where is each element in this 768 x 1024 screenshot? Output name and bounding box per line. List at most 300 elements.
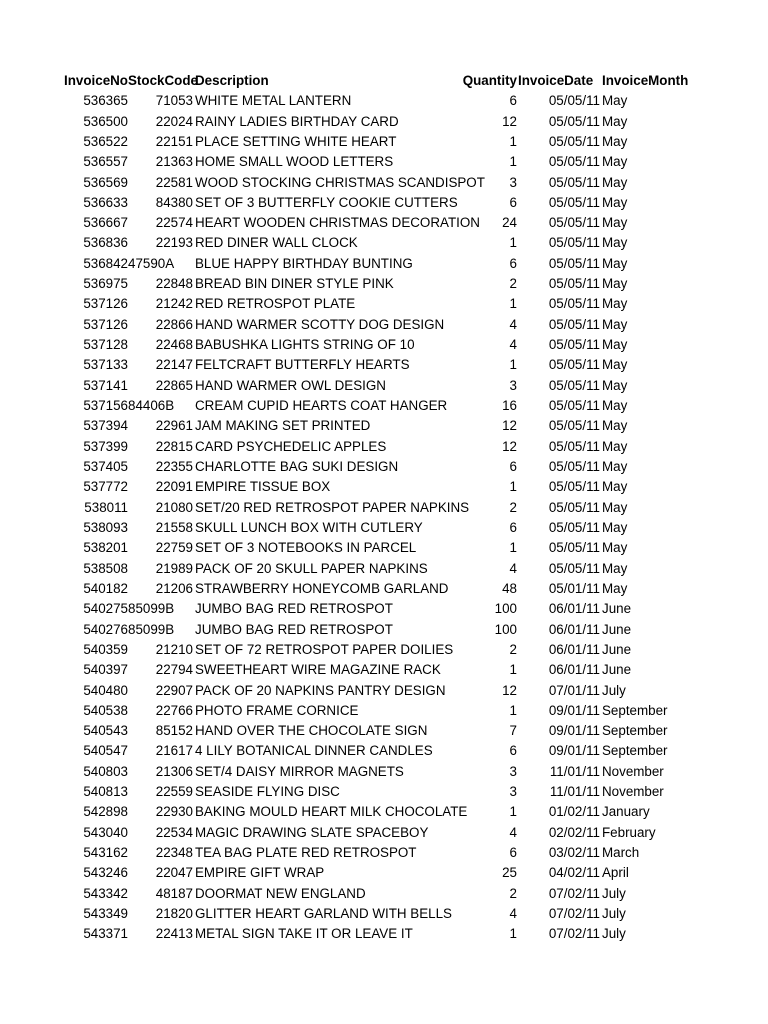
stock-code-cell[interactable]: 22766 bbox=[155, 702, 193, 718]
table-row bbox=[0, 335, 768, 355]
quantity-cell[interactable]: 100 bbox=[494, 621, 517, 637]
invoice-no-cell[interactable]: 537128 bbox=[83, 337, 128, 352]
quantity-cell[interactable]: 1 bbox=[509, 479, 517, 495]
quantity-cell[interactable]: 3 bbox=[509, 174, 517, 190]
description-cell[interactable]: CARD PSYCHEDELIC APPLES bbox=[195, 438, 387, 454]
invoice-month-cell[interactable]: May bbox=[602, 194, 628, 210]
description-cell[interactable]: PACK OF 20 SKULL PAPER NAPKINS bbox=[195, 560, 428, 576]
invoice-no-cell[interactable]: 540276 bbox=[83, 621, 128, 637]
invoice-no-cell[interactable]: 536569 bbox=[83, 174, 128, 190]
stock-code-cell[interactable]: 22865 bbox=[155, 377, 193, 393]
stock-code-cell[interactable]: 22848 bbox=[155, 276, 193, 292]
invoice-month-cell[interactable]: May bbox=[602, 316, 628, 332]
invoice-date-cell[interactable]: 09/01/11 bbox=[548, 702, 600, 718]
table-row bbox=[0, 376, 768, 396]
invoice-month-cell[interactable]: November bbox=[602, 784, 664, 800]
description-cell[interactable]: WOOD STOCKING CHRISTMAS SCANDISPOT bbox=[195, 174, 485, 190]
invoice-date-cell[interactable]: 09/01/11 bbox=[548, 723, 600, 739]
invoice-no-cell[interactable]: 543162 bbox=[83, 845, 128, 860]
stock-code-cell[interactable]: 47590A bbox=[128, 255, 175, 271]
quantity-cell[interactable]: 3 bbox=[509, 784, 517, 800]
description-cell[interactable]: BABUSHKA LIGHTS STRING OF 10 bbox=[195, 337, 415, 352]
description-cell[interactable]: HAND WARMER OWL DESIGN bbox=[195, 377, 386, 393]
quantity-cell[interactable]: 12 bbox=[502, 682, 517, 698]
description-cell[interactable]: RAINY LADIES BIRTHDAY CARD bbox=[195, 113, 399, 129]
quantity-cell[interactable]: 48 bbox=[502, 580, 517, 596]
invoice-no-cell[interactable]: 543246 bbox=[83, 865, 128, 881]
invoice-no-cell[interactable]: 537126 bbox=[83, 296, 128, 312]
table-row bbox=[0, 254, 768, 274]
invoice-month-cell[interactable]: May bbox=[602, 377, 628, 393]
description-cell[interactable]: SET OF 72 RETROSPOT PAPER DOILIES bbox=[195, 641, 454, 657]
table-row bbox=[0, 884, 768, 904]
description-cell[interactable]: SEASIDE FLYING DISC bbox=[195, 784, 340, 800]
stock-code-cell[interactable]: 21820 bbox=[155, 906, 193, 921]
table-row bbox=[0, 802, 768, 822]
invoice-date-cell[interactable]: 05/05/11 bbox=[548, 438, 600, 454]
description-cell[interactable]: JUMBO BAG RED RETROSPOT bbox=[195, 601, 393, 617]
invoice-no-cell[interactable]: 538011 bbox=[84, 499, 128, 515]
stock-code-cell[interactable]: 22759 bbox=[155, 540, 193, 556]
invoice-date-cell[interactable]: 11/01/11 bbox=[549, 784, 600, 800]
description-cell[interactable]: HOME SMALL WOOD LETTERS bbox=[195, 154, 394, 170]
quantity-cell[interactable]: 25 bbox=[502, 865, 517, 881]
description-cell[interactable]: SET/4 DAISY MIRROR MAGNETS bbox=[195, 763, 404, 779]
stock-code-cell[interactable]: 22534 bbox=[155, 824, 193, 840]
quantity-cell[interactable]: 2 bbox=[509, 276, 517, 292]
description-cell[interactable]: CHARLOTTE BAG SUKI DESIGN bbox=[195, 459, 399, 474]
header-invoice-month[interactable]: InvoiceMonth bbox=[602, 73, 689, 88]
description-cell[interactable]: BREAD BIN DINER STYLE PINK bbox=[195, 276, 394, 292]
table-row bbox=[0, 518, 768, 538]
quantity-cell[interactable]: 4 bbox=[509, 906, 517, 921]
invoice-no-cell[interactable]: 540275 bbox=[83, 601, 128, 617]
quantity-cell[interactable]: 2 bbox=[509, 885, 517, 901]
invoice-no-cell[interactable]: 540547 bbox=[83, 743, 128, 759]
invoice-date-cell[interactable]: 02/02/11 bbox=[548, 824, 600, 840]
description-cell[interactable]: WHITE METAL LANTERN bbox=[195, 93, 352, 109]
invoice-date-cell[interactable]: 05/05/11 bbox=[548, 235, 600, 251]
quantity-cell[interactable]: 2 bbox=[509, 641, 517, 657]
invoice-date-cell[interactable]: 05/05/11 bbox=[548, 316, 600, 332]
invoice-date-cell[interactable]: 05/05/11 bbox=[548, 357, 600, 373]
quantity-cell[interactable]: 1 bbox=[509, 662, 517, 678]
invoice-no-cell[interactable]: 538508 bbox=[83, 560, 128, 576]
invoice-date-cell[interactable]: 05/05/11 bbox=[548, 174, 600, 190]
stock-code-cell[interactable]: 21210 bbox=[155, 641, 193, 657]
stock-code-cell[interactable]: 22151 bbox=[155, 133, 193, 149]
invoice-date-cell[interactable]: 06/01/11 bbox=[548, 641, 600, 657]
quantity-cell[interactable]: 24 bbox=[502, 215, 517, 231]
invoice-date-cell[interactable]: 05/05/11 bbox=[548, 154, 600, 170]
quantity-cell[interactable]: 6 bbox=[509, 459, 517, 474]
stock-code-cell[interactable]: 22193 bbox=[155, 235, 193, 251]
description-cell[interactable]: RED DINER WALL CLOCK bbox=[195, 235, 358, 251]
invoice-no-cell[interactable]: 536557 bbox=[83, 154, 128, 170]
description-cell[interactable]: SKULL LUNCH BOX WITH CUTLERY bbox=[195, 519, 423, 535]
stock-code-cell[interactable]: 48187 bbox=[155, 885, 193, 901]
table-row bbox=[0, 294, 768, 314]
invoice-date-cell[interactable]: 05/05/11 bbox=[548, 479, 600, 495]
description-cell[interactable]: HAND WARMER SCOTTY DOG DESIGN bbox=[195, 316, 445, 332]
invoice-date-cell[interactable]: 05/05/11 bbox=[548, 560, 600, 576]
invoice-month-cell[interactable]: May bbox=[602, 174, 628, 190]
invoice-no-cell[interactable]: 537405 bbox=[83, 459, 128, 474]
quantity-cell[interactable]: 6 bbox=[509, 93, 517, 109]
table-row bbox=[0, 599, 768, 619]
quantity-cell[interactable]: 7 bbox=[509, 723, 517, 739]
invoice-month-cell[interactable]: March bbox=[602, 845, 640, 860]
invoice-no-cell[interactable]: 542898 bbox=[83, 804, 128, 820]
header-description[interactable]: Description bbox=[195, 73, 269, 88]
quantity-cell[interactable]: 3 bbox=[509, 763, 517, 779]
invoice-month-cell[interactable]: May bbox=[602, 540, 628, 556]
invoice-month-cell[interactable]: July bbox=[602, 885, 626, 901]
invoice-date-cell[interactable]: 05/05/11 bbox=[548, 215, 600, 231]
invoice-month-cell[interactable]: May bbox=[602, 235, 628, 251]
invoice-month-cell[interactable]: June bbox=[602, 601, 632, 617]
quantity-cell[interactable]: 6 bbox=[509, 194, 517, 210]
invoice-month-cell[interactable]: May bbox=[602, 438, 628, 454]
description-cell[interactable]: SET/20 RED RETROSPOT PAPER NAPKINS bbox=[195, 499, 470, 515]
table-row bbox=[0, 112, 768, 132]
quantity-cell[interactable]: 100 bbox=[494, 601, 517, 617]
invoice-month-cell[interactable]: September bbox=[602, 723, 668, 739]
quantity-cell[interactable]: 1 bbox=[509, 235, 517, 251]
invoice-no-cell[interactable]: 536522 bbox=[83, 133, 128, 149]
invoice-date-cell[interactable]: 05/05/11 bbox=[548, 133, 600, 149]
invoice-month-cell[interactable]: May bbox=[602, 154, 628, 170]
quantity-cell[interactable]: 1 bbox=[509, 133, 517, 149]
invoice-date-cell[interactable]: 05/05/11 bbox=[548, 93, 600, 109]
table-row bbox=[0, 904, 768, 924]
invoice-no-cell[interactable]: 536633 bbox=[83, 194, 128, 210]
invoice-date-cell[interactable]: 05/05/11 bbox=[548, 398, 600, 413]
description-cell[interactable]: JAM MAKING SET PRINTED bbox=[195, 418, 371, 434]
description-cell[interactable]: BAKING MOULD HEART MILK CHOCOLATE bbox=[195, 804, 468, 820]
description-cell[interactable]: CREAM CUPID HEARTS COAT HANGER bbox=[195, 398, 448, 413]
table-row bbox=[0, 823, 768, 843]
table-row bbox=[0, 559, 768, 579]
invoice-date-cell[interactable]: 05/05/11 bbox=[548, 377, 600, 393]
stock-code-cell[interactable]: 21242 bbox=[155, 296, 193, 312]
invoice-no-cell[interactable]: 536975 bbox=[83, 276, 128, 292]
quantity-cell[interactable]: 6 bbox=[509, 255, 517, 271]
description-cell[interactable]: HEART WOODEN CHRISTMAS DECORATION bbox=[195, 215, 480, 231]
invoice-date-cell[interactable]: 06/01/11 bbox=[548, 601, 600, 617]
invoice-month-cell[interactable]: July bbox=[602, 926, 626, 942]
invoice-no-cell[interactable]: 537141 bbox=[83, 377, 128, 393]
table-row bbox=[0, 843, 768, 863]
header-stock-code[interactable]: StockCode bbox=[128, 73, 198, 88]
invoice-month-cell[interactable]: May bbox=[602, 255, 628, 271]
invoice-no-cell[interactable]: 538201 bbox=[83, 540, 128, 556]
invoice-month-cell[interactable]: May bbox=[602, 357, 628, 373]
header-quantity[interactable]: Quantity bbox=[462, 73, 517, 88]
table-row bbox=[0, 91, 768, 111]
table-row bbox=[0, 681, 768, 701]
description-cell[interactable]: RED RETROSPOT PLATE bbox=[195, 296, 356, 312]
table-row bbox=[0, 315, 768, 335]
invoice-month-cell[interactable]: May bbox=[602, 398, 628, 413]
table-row bbox=[0, 173, 768, 193]
quantity-cell[interactable]: 6 bbox=[509, 845, 517, 860]
description-cell[interactable]: STRAWBERRY HONEYCOMB GARLAND bbox=[195, 580, 449, 596]
invoice-date-cell[interactable]: 05/05/11 bbox=[548, 194, 600, 210]
stock-code-cell[interactable]: 84380 bbox=[155, 194, 193, 210]
invoice-month-cell[interactable]: September bbox=[602, 702, 668, 718]
table-row bbox=[0, 193, 768, 213]
table-row bbox=[0, 620, 768, 640]
table-row bbox=[0, 721, 768, 741]
invoice-date-cell[interactable]: 05/05/11 bbox=[548, 459, 600, 474]
table-row bbox=[0, 924, 768, 944]
stock-code-cell[interactable]: 22815 bbox=[155, 438, 193, 454]
table-row bbox=[0, 782, 768, 802]
description-cell[interactable]: METAL SIGN TAKE IT OR LEAVE IT bbox=[195, 926, 413, 942]
description-cell[interactable]: PHOTO FRAME CORNICE bbox=[195, 702, 359, 718]
description-cell[interactable]: HAND OVER THE CHOCOLATE SIGN bbox=[195, 723, 428, 739]
stock-code-cell[interactable]: 22866 bbox=[155, 316, 193, 332]
stock-code-cell[interactable]: 21306 bbox=[155, 763, 193, 779]
header-invoice-date[interactable]: InvoiceDate bbox=[518, 73, 594, 88]
invoice-month-cell[interactable]: May bbox=[602, 113, 628, 129]
quantity-cell[interactable]: 1 bbox=[509, 357, 517, 373]
invoice-no-cell[interactable]: 537126 bbox=[83, 316, 128, 332]
invoice-no-cell[interactable]: 540359 bbox=[83, 641, 128, 657]
table-row bbox=[0, 660, 768, 680]
description-cell[interactable]: EMPIRE TISSUE BOX bbox=[195, 479, 331, 495]
invoice-no-cell[interactable]: 540803 bbox=[83, 763, 128, 779]
invoice-month-cell[interactable]: May bbox=[602, 276, 628, 292]
quantity-cell[interactable]: 6 bbox=[509, 519, 517, 535]
invoice-month-cell[interactable]: June bbox=[602, 662, 632, 678]
invoice-month-cell[interactable]: May bbox=[602, 418, 628, 434]
header-invoice-no[interactable]: InvoiceNo bbox=[64, 73, 128, 88]
invoice-month-cell[interactable]: February bbox=[602, 824, 656, 840]
invoice-no-cell[interactable]: 536836 bbox=[83, 235, 128, 251]
invoice-month-cell[interactable]: May bbox=[602, 133, 628, 149]
table-row bbox=[0, 274, 768, 294]
invoice-no-cell[interactable]: 537772 bbox=[83, 479, 128, 495]
table-row bbox=[0, 701, 768, 721]
table-row bbox=[0, 863, 768, 883]
stock-code-cell[interactable]: 22147 bbox=[155, 357, 193, 373]
invoice-month-cell[interactable]: November bbox=[602, 763, 664, 779]
description-cell[interactable]: SET OF 3 NOTEBOOKS IN PARCEL bbox=[195, 540, 417, 556]
invoice-date-cell[interactable]: 05/05/11 bbox=[548, 499, 600, 515]
invoice-month-cell[interactable]: May bbox=[602, 519, 628, 535]
stock-code-cell[interactable]: 21617 bbox=[155, 743, 193, 759]
invoice-no-cell[interactable]: 543349 bbox=[83, 906, 128, 921]
stock-code-cell[interactable]: 22348 bbox=[155, 845, 193, 860]
quantity-cell[interactable]: 16 bbox=[502, 398, 517, 413]
stock-code-cell[interactable]: 21080 bbox=[155, 499, 193, 515]
quantity-cell[interactable]: 12 bbox=[502, 438, 517, 454]
invoice-no-cell[interactable]: 540480 bbox=[83, 682, 128, 698]
stock-code-cell[interactable]: 22047 bbox=[155, 865, 193, 881]
invoice-month-cell[interactable]: May bbox=[602, 93, 628, 109]
invoice-no-cell[interactable]: 536365 bbox=[83, 93, 128, 109]
stock-code-cell[interactable]: 85099B bbox=[128, 621, 175, 637]
invoice-date-cell[interactable]: 05/05/11 bbox=[548, 276, 600, 292]
invoice-month-cell[interactable]: June bbox=[602, 641, 632, 657]
stock-code-cell[interactable]: 22091 bbox=[155, 479, 193, 495]
invoice-no-cell[interactable]: 543342 bbox=[83, 885, 128, 901]
stock-code-cell[interactable]: 21206 bbox=[155, 580, 193, 596]
stock-code-cell[interactable]: 22930 bbox=[155, 804, 193, 820]
invoice-no-cell[interactable]: 540538 bbox=[83, 702, 128, 718]
stock-code-cell[interactable]: 22907 bbox=[155, 682, 193, 698]
invoice-month-cell[interactable]: May bbox=[602, 459, 628, 474]
stock-code-cell[interactable]: 22794 bbox=[155, 662, 193, 678]
quantity-cell[interactable]: 2 bbox=[509, 499, 517, 515]
stock-code-cell[interactable]: 85152 bbox=[155, 723, 193, 739]
quantity-cell[interactable]: 12 bbox=[502, 418, 517, 434]
invoice-date-cell[interactable]: 05/01/11 bbox=[548, 580, 600, 596]
invoice-no-cell[interactable]: 540182 bbox=[83, 580, 128, 596]
invoice-date-cell[interactable]: 06/01/11 bbox=[548, 662, 600, 678]
description-cell[interactable]: JUMBO BAG RED RETROSPOT bbox=[195, 621, 393, 637]
stock-code-cell[interactable]: 22413 bbox=[155, 926, 193, 942]
invoice-date-cell[interactable]: 07/02/11 bbox=[548, 885, 600, 901]
quantity-cell[interactable]: 4 bbox=[509, 560, 517, 576]
invoice-no-cell[interactable]: 540543 bbox=[83, 723, 128, 739]
invoice-no-cell[interactable]: 543040 bbox=[83, 824, 128, 840]
stock-code-cell[interactable]: 21989 bbox=[155, 560, 193, 576]
stock-code-cell[interactable]: 22468 bbox=[155, 337, 193, 352]
invoice-month-cell[interactable]: April bbox=[602, 865, 629, 881]
invoice-no-cell[interactable]: 537399 bbox=[83, 438, 128, 454]
stock-code-cell[interactable]: 21558 bbox=[155, 519, 193, 535]
quantity-cell[interactable]: 4 bbox=[509, 824, 517, 840]
stock-code-cell[interactable]: 22024 bbox=[155, 113, 193, 129]
table-row bbox=[0, 437, 768, 457]
table-row bbox=[0, 152, 768, 172]
invoice-month-cell[interactable]: May bbox=[602, 215, 628, 231]
invoice-month-cell[interactable]: May bbox=[602, 337, 628, 352]
invoice-date-cell[interactable]: 01/02/11 bbox=[548, 804, 600, 820]
invoice-date-cell[interactable]: 05/05/11 bbox=[548, 540, 600, 556]
invoice-month-cell[interactable]: May bbox=[602, 479, 628, 495]
invoice-no-cell[interactable]: 536842 bbox=[83, 255, 128, 271]
invoice-month-cell[interactable]: September bbox=[602, 743, 668, 759]
invoice-month-cell[interactable]: May bbox=[602, 296, 628, 312]
table-row bbox=[0, 233, 768, 253]
invoice-month-cell[interactable]: May bbox=[602, 560, 628, 576]
invoice-no-cell[interactable]: 543371 bbox=[83, 926, 128, 942]
stock-code-cell[interactable]: 22581 bbox=[155, 174, 193, 190]
invoice-month-cell[interactable]: May bbox=[602, 580, 628, 596]
quantity-cell[interactable]: 1 bbox=[509, 540, 517, 556]
stock-code-cell[interactable]: 22355 bbox=[155, 459, 193, 474]
description-cell[interactable]: PLACE SETTING WHITE HEART bbox=[195, 133, 397, 149]
quantity-cell[interactable]: 12 bbox=[502, 113, 517, 129]
invoice-month-cell[interactable]: January bbox=[602, 804, 650, 820]
description-cell[interactable]: BLUE HAPPY BIRTHDAY BUNTING bbox=[195, 255, 413, 271]
table-row bbox=[0, 762, 768, 782]
table-row bbox=[0, 477, 768, 497]
invoice-date-cell[interactable]: 03/02/11 bbox=[548, 845, 600, 860]
table-row bbox=[0, 416, 768, 436]
quantity-cell[interactable]: 4 bbox=[509, 316, 517, 332]
invoice-date-cell[interactable]: 07/01/11 bbox=[548, 682, 600, 698]
quantity-cell[interactable]: 1 bbox=[509, 154, 517, 170]
invoice-date-cell[interactable]: 05/05/11 bbox=[548, 337, 600, 352]
quantity-cell[interactable]: 6 bbox=[509, 743, 517, 759]
invoice-date-cell[interactable]: 07/02/11 bbox=[548, 906, 600, 921]
stock-code-cell[interactable]: 22559 bbox=[155, 784, 193, 800]
invoice-date-cell[interactable]: 06/01/11 bbox=[548, 621, 600, 637]
table-row bbox=[0, 640, 768, 660]
table-row bbox=[0, 538, 768, 558]
quantity-cell[interactable]: 1 bbox=[509, 804, 517, 820]
quantity-cell[interactable]: 1 bbox=[509, 296, 517, 312]
quantity-cell[interactable]: 1 bbox=[509, 702, 517, 718]
description-cell[interactable]: PACK OF 20 NAPKINS PANTRY DESIGN bbox=[195, 682, 446, 698]
invoice-no-cell[interactable]: 536667 bbox=[83, 215, 128, 231]
stock-code-cell[interactable]: 84406B bbox=[128, 398, 175, 413]
invoice-date-cell[interactable]: 07/02/11 bbox=[548, 926, 600, 942]
description-cell[interactable]: MAGIC DRAWING SLATE SPACEBOY bbox=[195, 824, 429, 840]
description-cell[interactable]: SET OF 3 BUTTERFLY COOKIE CUTTERS bbox=[195, 194, 458, 210]
invoice-no-cell[interactable]: 537133 bbox=[83, 357, 128, 373]
invoice-date-cell[interactable]: 05/05/11 bbox=[548, 255, 600, 271]
invoice-no-cell[interactable]: 537156 bbox=[83, 398, 128, 413]
invoice-date-cell[interactable]: 05/05/11 bbox=[548, 519, 600, 535]
invoice-no-cell[interactable]: 540397 bbox=[83, 662, 128, 678]
table-row bbox=[0, 579, 768, 599]
table-row bbox=[0, 457, 768, 477]
quantity-cell[interactable]: 1 bbox=[509, 926, 517, 942]
invoice-no-cell[interactable]: 540813 bbox=[83, 784, 128, 800]
stock-code-cell[interactable]: 21363 bbox=[155, 154, 193, 170]
invoice-date-cell[interactable]: 05/05/11 bbox=[548, 296, 600, 312]
invoice-month-cell[interactable]: July bbox=[602, 906, 626, 921]
invoice-date-cell[interactable]: 09/01/11 bbox=[548, 743, 600, 759]
table-row bbox=[0, 498, 768, 518]
invoice-no-cell[interactable]: 537394 bbox=[83, 418, 128, 434]
stock-code-cell[interactable]: 85099B bbox=[128, 601, 175, 617]
invoice-month-cell[interactable]: June bbox=[602, 621, 632, 637]
invoice-date-cell[interactable]: 05/05/11 bbox=[548, 418, 600, 434]
description-cell[interactable]: TEA BAG PLATE RED RETROSPOT bbox=[195, 845, 417, 860]
quantity-cell[interactable]: 3 bbox=[509, 377, 517, 393]
description-cell[interactable]: SWEETHEART WIRE MAGAZINE RACK bbox=[195, 662, 441, 678]
invoice-no-cell[interactable]: 538093 bbox=[83, 519, 128, 535]
stock-code-cell[interactable]: 22574 bbox=[155, 215, 193, 231]
description-cell[interactable]: 4 LILY BOTANICAL DINNER CANDLES bbox=[195, 743, 433, 759]
invoice-month-cell[interactable]: May bbox=[602, 499, 628, 515]
header-row bbox=[0, 71, 768, 91]
description-cell[interactable]: GLITTER HEART GARLAND WITH BELLS bbox=[195, 906, 452, 921]
table-row bbox=[0, 132, 768, 152]
invoice-month-cell[interactable]: July bbox=[602, 682, 626, 698]
quantity-cell[interactable]: 4 bbox=[509, 337, 517, 352]
description-cell[interactable]: DOORMAT NEW ENGLAND bbox=[195, 885, 366, 901]
invoice-date-cell[interactable]: 11/01/11 bbox=[549, 763, 600, 779]
description-cell[interactable]: FELTCRAFT BUTTERFLY HEARTS bbox=[195, 357, 410, 373]
stock-code-cell[interactable]: 71053 bbox=[155, 93, 193, 109]
invoice-date-cell[interactable]: 04/02/11 bbox=[548, 865, 600, 881]
table-row bbox=[0, 741, 768, 761]
stock-code-cell[interactable]: 22961 bbox=[155, 418, 193, 434]
invoice-no-cell[interactable]: 536500 bbox=[83, 113, 128, 129]
table-row bbox=[0, 213, 768, 233]
table-row bbox=[0, 355, 768, 375]
invoice-date-cell[interactable]: 05/05/11 bbox=[548, 113, 600, 129]
description-cell[interactable]: EMPIRE GIFT WRAP bbox=[195, 865, 325, 881]
